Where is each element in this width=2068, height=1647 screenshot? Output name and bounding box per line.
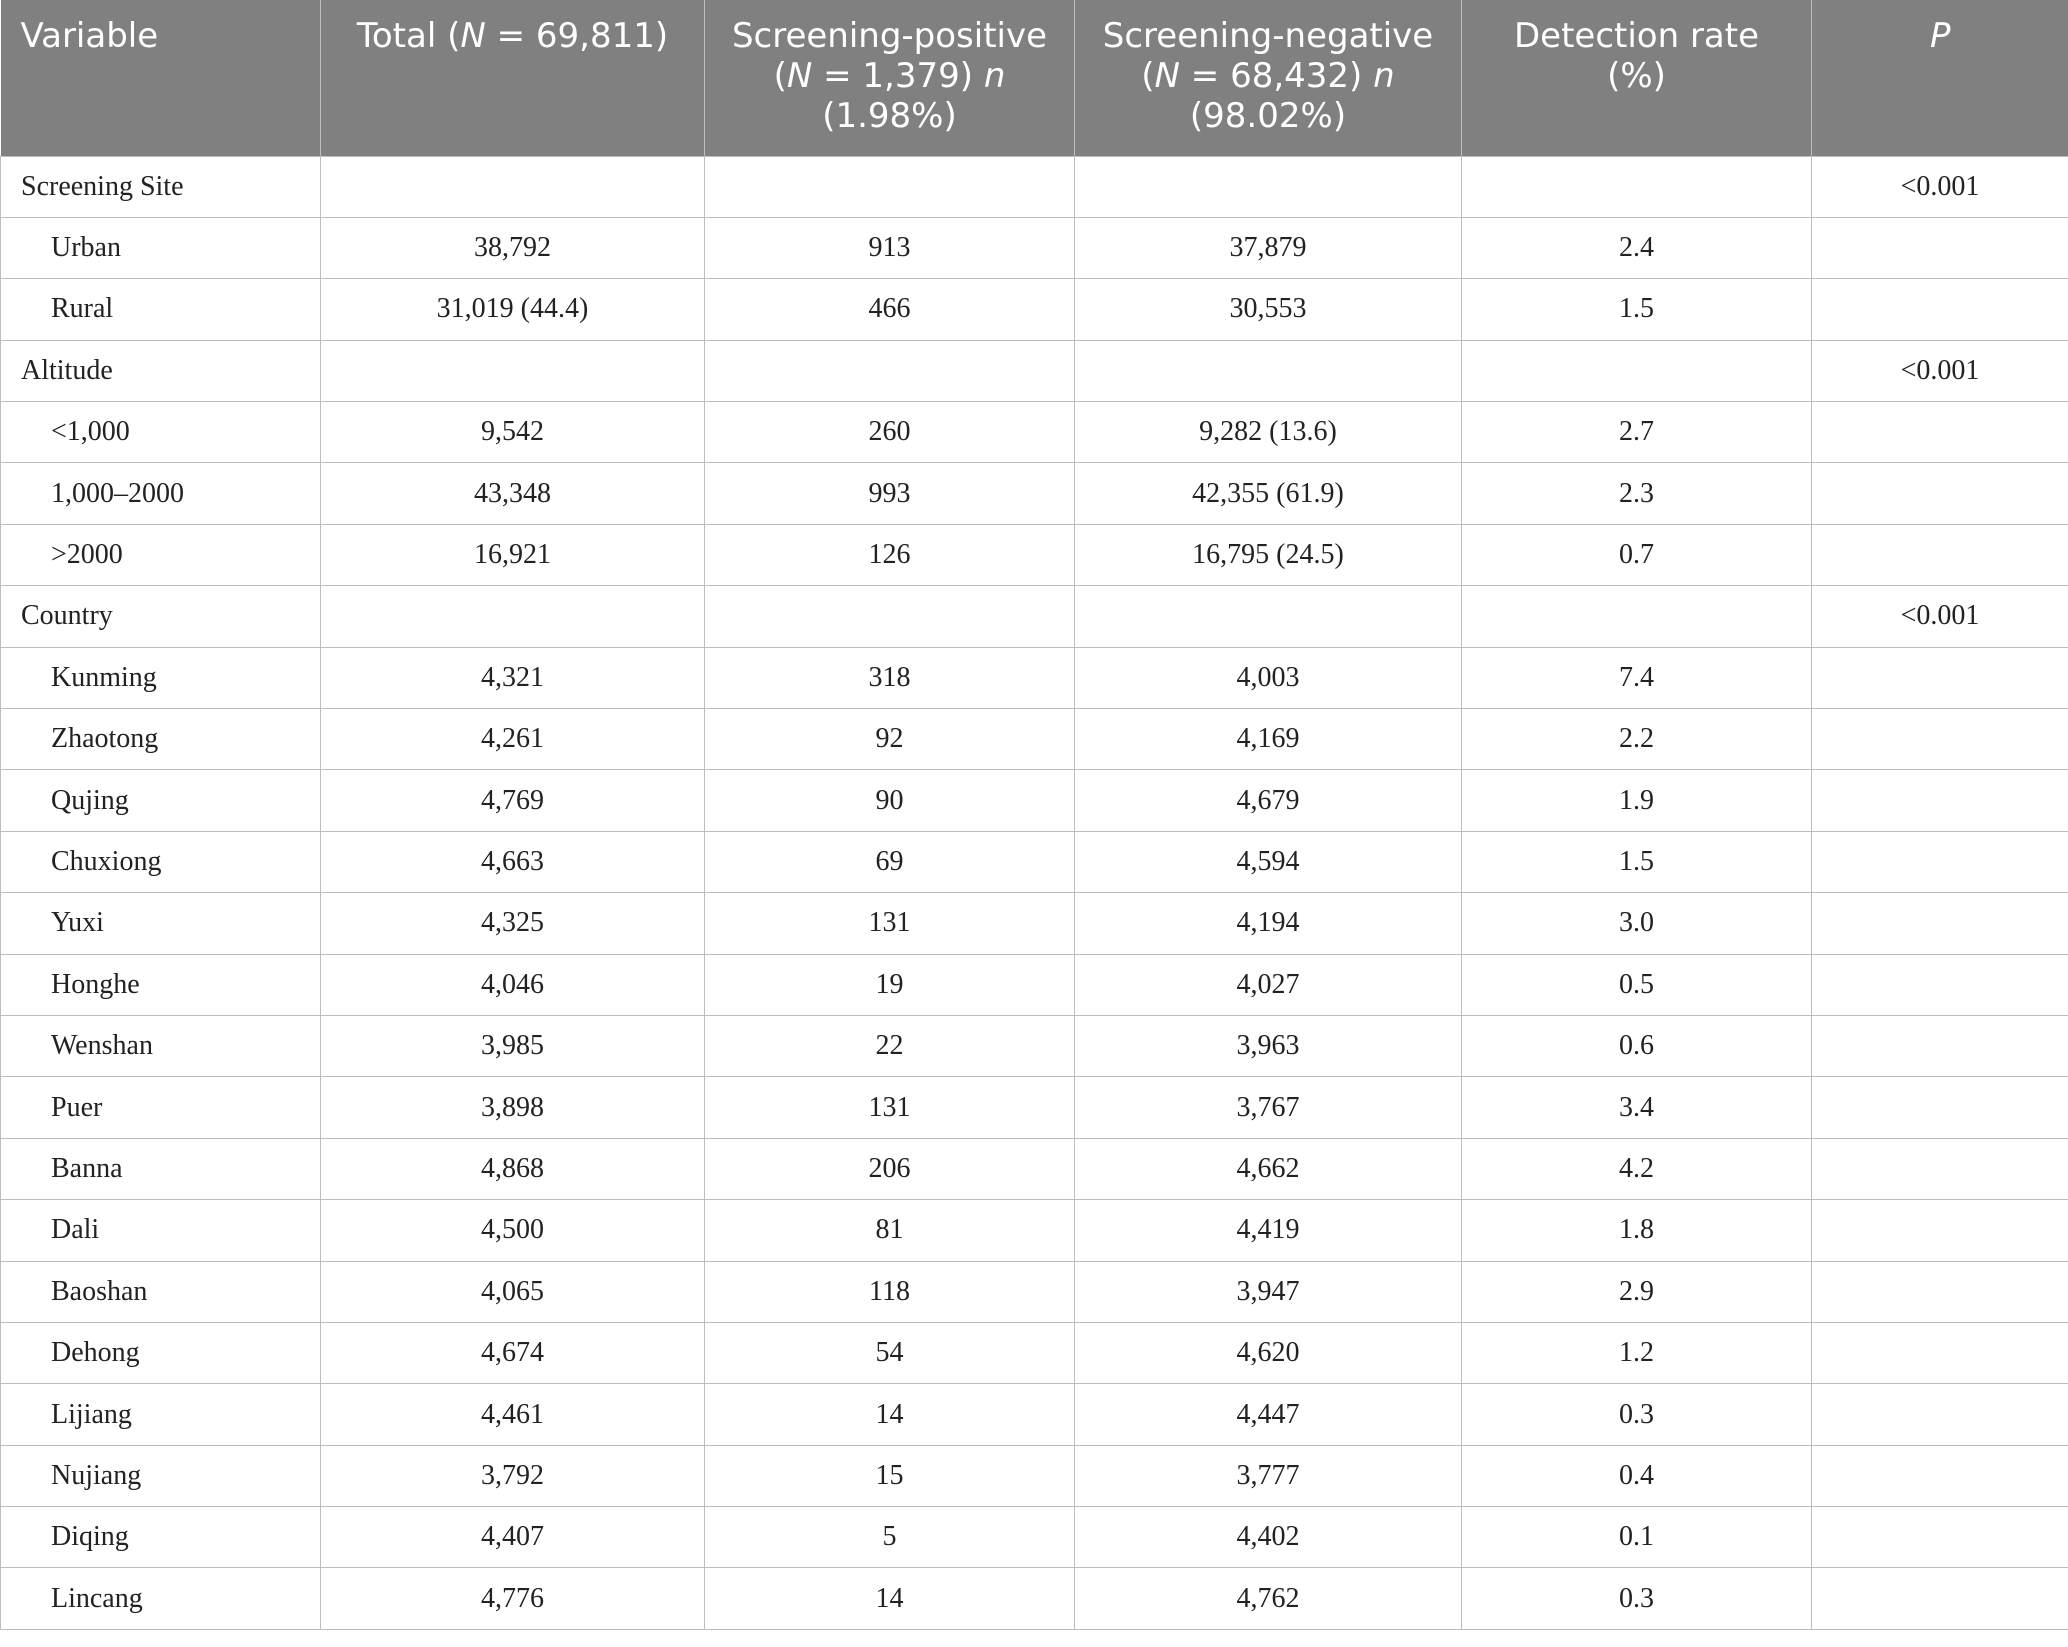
cell-p-value <box>1812 217 2068 278</box>
table-row <box>1 770 2068 831</box>
header-screening-negative: Screening-negative (N = 68,432) n (98.02%) <box>1075 0 1462 156</box>
cell-screening-negative: 3,767 <box>1075 1077 1462 1138</box>
table-row <box>1 463 2068 524</box>
cell-total: 4,046 <box>321 954 705 1015</box>
cell-p-value <box>1812 1568 2068 1629</box>
cell-detection-rate <box>1462 586 1812 647</box>
cell-detection-rate: 7.4 <box>1462 647 1812 708</box>
table-row <box>1 1568 2068 1629</box>
cell-screening-positive <box>705 340 1075 401</box>
cell-detection-rate: 2.4 <box>1462 217 1812 278</box>
cell-total: 3,898 <box>321 1077 705 1138</box>
table-row <box>1 402 2068 463</box>
cell-total: 4,407 <box>321 1507 705 1568</box>
table-row <box>1 217 2068 278</box>
cell-screening-negative: 4,594 <box>1075 831 1462 892</box>
cell-detection-rate: 2.3 <box>1462 463 1812 524</box>
cell-total: 4,663 <box>321 831 705 892</box>
table-row <box>1 1322 2068 1383</box>
cell-detection-rate: 0.1 <box>1462 1507 1812 1568</box>
table-row <box>1 954 2068 1015</box>
header-detection-rate: Detection rate (%) <box>1462 0 1812 156</box>
cell-screening-negative: 4,027 <box>1075 954 1462 1015</box>
cell-screening-negative <box>1075 586 1462 647</box>
cell-total: 4,500 <box>321 1200 705 1261</box>
cell-screening-positive: 19 <box>705 954 1075 1015</box>
cell-total: 4,769 <box>321 770 705 831</box>
table-row <box>1 1445 2068 1506</box>
cell-variable: <1,000 <box>1 402 321 463</box>
cell-screening-negative: 9,282 (13.6) <box>1075 402 1462 463</box>
cell-screening-positive: 118 <box>705 1261 1075 1322</box>
cell-screening-positive: 92 <box>705 709 1075 770</box>
cell-total: 4,776 <box>321 1568 705 1629</box>
cell-variable: Lijiang <box>1 1384 321 1445</box>
cell-detection-rate: 2.9 <box>1462 1261 1812 1322</box>
table-row <box>1 709 2068 770</box>
cell-total <box>321 156 705 217</box>
cell-detection-rate: 2.7 <box>1462 402 1812 463</box>
cell-p-value <box>1812 1445 2068 1506</box>
cell-p-value: <0.001 <box>1812 156 2068 217</box>
table-row <box>1 524 2068 585</box>
cell-total: 4,461 <box>321 1384 705 1445</box>
cell-detection-rate: 1.8 <box>1462 1200 1812 1261</box>
cell-total: 9,542 <box>321 402 705 463</box>
cell-detection-rate: 3.0 <box>1462 893 1812 954</box>
cell-screening-negative: 4,447 <box>1075 1384 1462 1445</box>
table-group-row <box>1 586 2068 647</box>
cell-variable: Yuxi <box>1 893 321 954</box>
cell-screening-positive: 126 <box>705 524 1075 585</box>
cell-p-value: <0.001 <box>1812 586 2068 647</box>
cell-screening-negative: 4,679 <box>1075 770 1462 831</box>
table-row <box>1 279 2068 340</box>
cell-p-value <box>1812 463 2068 524</box>
cell-detection-rate: 1.2 <box>1462 1322 1812 1383</box>
table-row <box>1 1077 2068 1138</box>
cell-total: 16,921 <box>321 524 705 585</box>
cell-screening-negative: 4,762 <box>1075 1568 1462 1629</box>
cell-screening-negative: 3,963 <box>1075 1015 1462 1076</box>
cell-screening-positive: 14 <box>705 1568 1075 1629</box>
cell-variable: Baoshan <box>1 1261 321 1322</box>
table-row <box>1 1015 2068 1076</box>
cell-total: 43,348 <box>321 463 705 524</box>
cell-variable: Puer <box>1 1077 321 1138</box>
cell-screening-negative <box>1075 156 1462 217</box>
cell-total: 3,985 <box>321 1015 705 1076</box>
cell-screening-positive: 131 <box>705 893 1075 954</box>
cell-variable: Qujing <box>1 770 321 831</box>
cell-variable: Diqing <box>1 1507 321 1568</box>
cell-variable: Urban <box>1 217 321 278</box>
table-group-row <box>1 156 2068 217</box>
cell-variable: Screening Site <box>1 156 321 217</box>
cell-detection-rate: 1.9 <box>1462 770 1812 831</box>
cell-total: 31,019 (44.4) <box>321 279 705 340</box>
cell-detection-rate: 0.5 <box>1462 954 1812 1015</box>
cell-detection-rate: 1.5 <box>1462 831 1812 892</box>
cell-screening-positive: 22 <box>705 1015 1075 1076</box>
cell-screening-positive <box>705 156 1075 217</box>
cell-variable: Altitude <box>1 340 321 401</box>
cell-screening-negative: 42,355 (61.9) <box>1075 463 1462 524</box>
header-total: Total (N = 69,811) <box>321 0 705 156</box>
cell-variable: Chuxiong <box>1 831 321 892</box>
cell-detection-rate: 0.7 <box>1462 524 1812 585</box>
cell-screening-positive: 318 <box>705 647 1075 708</box>
table-row <box>1 647 2068 708</box>
cell-detection-rate: 1.5 <box>1462 279 1812 340</box>
table-row <box>1 1138 2068 1199</box>
cell-screening-positive: 14 <box>705 1384 1075 1445</box>
cell-p-value: <0.001 <box>1812 340 2068 401</box>
cell-screening-negative: 16,795 (24.5) <box>1075 524 1462 585</box>
header-screening-positive: Screening-positive (N = 1,379) n (1.98%) <box>705 0 1075 156</box>
cell-screening-positive: 131 <box>705 1077 1075 1138</box>
cell-total: 4,674 <box>321 1322 705 1383</box>
header-row <box>1 0 2068 156</box>
cell-p-value <box>1812 1507 2068 1568</box>
cell-total: 3,792 <box>321 1445 705 1506</box>
cell-total: 4,868 <box>321 1138 705 1199</box>
cell-p-value <box>1812 1138 2068 1199</box>
cell-screening-negative: 4,402 <box>1075 1507 1462 1568</box>
cell-variable: Country <box>1 586 321 647</box>
cell-screening-positive: 15 <box>705 1445 1075 1506</box>
cell-screening-positive: 993 <box>705 463 1075 524</box>
cell-screening-positive: 81 <box>705 1200 1075 1261</box>
cell-p-value <box>1812 647 2068 708</box>
table-header <box>1 0 2068 156</box>
cell-screening-positive: 69 <box>705 831 1075 892</box>
cell-p-value <box>1812 1322 2068 1383</box>
cell-total <box>321 340 705 401</box>
cell-screening-positive: 260 <box>705 402 1075 463</box>
cell-detection-rate <box>1462 156 1812 217</box>
cell-p-value <box>1812 1384 2068 1445</box>
cell-detection-rate: 2.2 <box>1462 709 1812 770</box>
table-row <box>1 831 2068 892</box>
cell-variable: >2000 <box>1 524 321 585</box>
cell-screening-positive: 466 <box>705 279 1075 340</box>
cell-screening-positive: 5 <box>705 1507 1075 1568</box>
cell-p-value <box>1812 402 2068 463</box>
cell-detection-rate <box>1462 340 1812 401</box>
cell-detection-rate: 0.3 <box>1462 1568 1812 1629</box>
table-group-row <box>1 340 2068 401</box>
cell-screening-positive: 206 <box>705 1138 1075 1199</box>
table-row <box>1 1200 2068 1261</box>
cell-detection-rate: 4.2 <box>1462 1138 1812 1199</box>
cell-variable: Banna <box>1 1138 321 1199</box>
cell-screening-negative: 4,003 <box>1075 647 1462 708</box>
header-variable: Variable <box>1 0 321 156</box>
cell-screening-positive: 913 <box>705 217 1075 278</box>
table-body <box>1 156 2068 1629</box>
cell-detection-rate: 3.4 <box>1462 1077 1812 1138</box>
cell-detection-rate: 0.6 <box>1462 1015 1812 1076</box>
cell-variable: Kunming <box>1 647 321 708</box>
cell-p-value <box>1812 831 2068 892</box>
cell-screening-negative: 4,620 <box>1075 1322 1462 1383</box>
table-row <box>1 1261 2068 1322</box>
cell-total: 4,261 <box>321 709 705 770</box>
cell-screening-negative: 3,947 <box>1075 1261 1462 1322</box>
header-p-value: P <box>1812 0 2068 156</box>
cell-detection-rate: 0.3 <box>1462 1384 1812 1445</box>
cell-p-value <box>1812 709 2068 770</box>
cell-variable: Nujiang <box>1 1445 321 1506</box>
cell-variable: Wenshan <box>1 1015 321 1076</box>
cell-total: 4,321 <box>321 647 705 708</box>
cell-variable: Zhaotong <box>1 709 321 770</box>
table-row <box>1 1384 2068 1445</box>
cell-p-value <box>1812 893 2068 954</box>
cell-total: 4,065 <box>321 1261 705 1322</box>
cell-screening-negative: 3,777 <box>1075 1445 1462 1506</box>
cell-p-value <box>1812 1261 2068 1322</box>
cell-variable: Honghe <box>1 954 321 1015</box>
cell-variable: Dehong <box>1 1322 321 1383</box>
cell-total: 38,792 <box>321 217 705 278</box>
table-row <box>1 1507 2068 1568</box>
cell-detection-rate: 0.4 <box>1462 1445 1812 1506</box>
cell-p-value <box>1812 279 2068 340</box>
cell-screening-negative: 4,419 <box>1075 1200 1462 1261</box>
cell-total: 4,325 <box>321 893 705 954</box>
cell-p-value <box>1812 954 2068 1015</box>
cell-variable: Dali <box>1 1200 321 1261</box>
cell-screening-negative <box>1075 340 1462 401</box>
cell-screening-negative: 4,169 <box>1075 709 1462 770</box>
cell-screening-negative: 30,553 <box>1075 279 1462 340</box>
cell-variable: Rural <box>1 279 321 340</box>
cell-screening-positive: 54 <box>705 1322 1075 1383</box>
cell-total <box>321 586 705 647</box>
cell-screening-negative: 37,879 <box>1075 217 1462 278</box>
cell-p-value <box>1812 524 2068 585</box>
table-row <box>1 893 2068 954</box>
cell-screening-negative: 4,662 <box>1075 1138 1462 1199</box>
cell-screening-positive <box>705 586 1075 647</box>
cell-variable: 1,000–2000 <box>1 463 321 524</box>
cell-screening-positive: 90 <box>705 770 1075 831</box>
cell-screening-negative: 4,194 <box>1075 893 1462 954</box>
cell-p-value <box>1812 1077 2068 1138</box>
cell-variable: Lincang <box>1 1568 321 1629</box>
cell-p-value <box>1812 770 2068 831</box>
cell-p-value <box>1812 1015 2068 1076</box>
cell-p-value <box>1812 1200 2068 1261</box>
